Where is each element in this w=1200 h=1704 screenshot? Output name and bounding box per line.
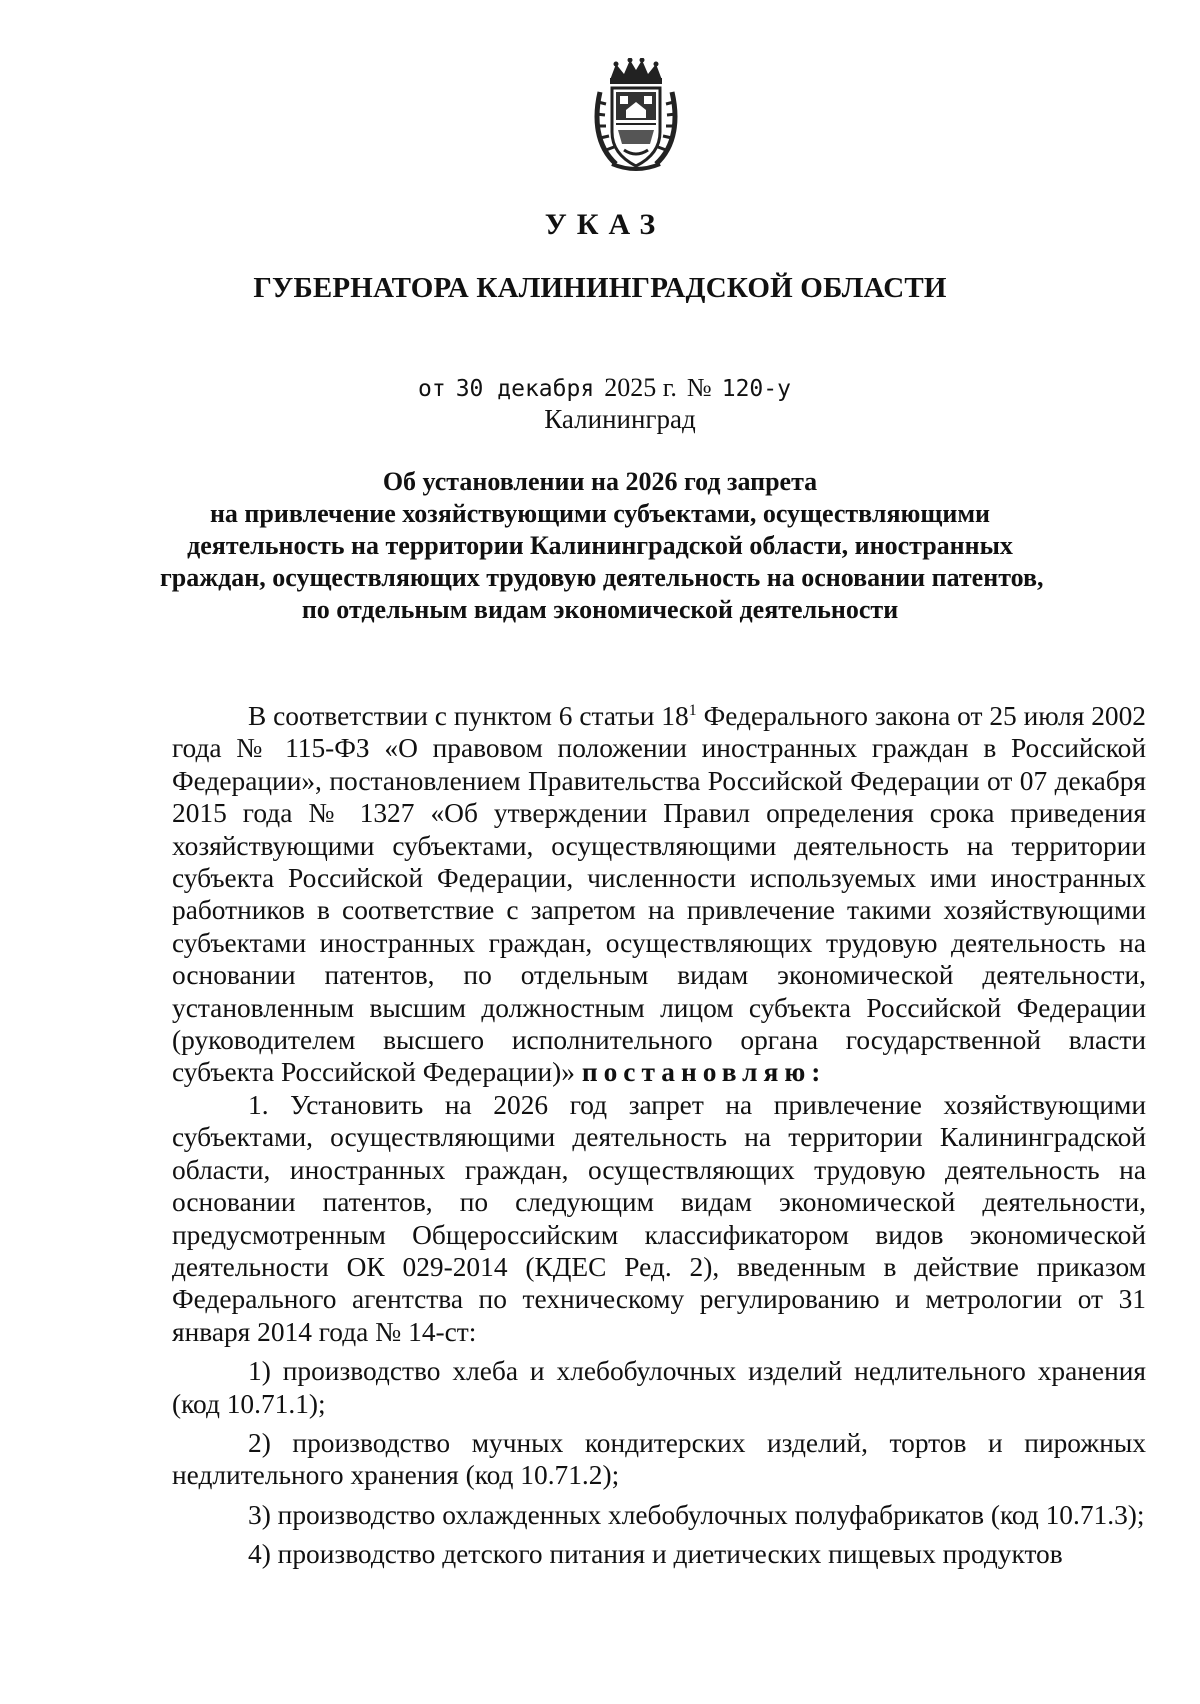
- coat-of-arms-icon: [590, 58, 682, 174]
- document-number: 120-у: [721, 376, 791, 402]
- number-sign: №: [686, 373, 712, 402]
- document-type: УКАЗ: [544, 208, 666, 241]
- list-item: 3) производство охлажденных хлебобулочных полуфабрикатов (код 10.71.3);: [248, 1499, 1145, 1530]
- list-item: 2) производство мучных кондитерских изделий, тортов и пирожных недлительного хранения (код 10.71.2);: [172, 1427, 1146, 1491]
- document-body: [172, 700, 1146, 1571]
- city: Калининград: [544, 404, 696, 434]
- date-prefix: от: [418, 376, 446, 402]
- title-line: деятельность на территории Калининградской области, иностранных: [187, 531, 1013, 560]
- paragraph-1: 1. Установить на 2026 год запрет на привлечение хозяйствующими субъектами, осуществляющими деятельность на территории Калининградской области, иностранных граждан, осуществляющих трудовую деятельность на основании патентов, по следующим видам экономической деятельности, предусмотренным Общероссийским классификатором видов экономической деятельности ОК 029-2014 (КДЕС Ред. 2), введенным в действие приказом Федерального агентства по техническому регулированию и метрологии от 31 января 2014 года № 14-ст:: [172, 1089, 1146, 1347]
- list-item: 1) производство хлеба и хлебобулочных изделий недлительного хранения (код 10.71.1);: [172, 1356, 1146, 1419]
- decree-word: постановляю:: [581, 1057, 827, 1088]
- preamble-text: В соответствии с пунктом 6 статьи 18: [248, 701, 689, 731]
- year: 2025 г.: [604, 373, 677, 402]
- preamble-text-cont: Федерального закона от 25 июля 2002 года № 115-ФЗ «О правовом положении иностранных граждан в Российской Федерации», постановлением Правительства Российской Федерации от 07 декабря 2015 года № 1327 «Об утверждении Правил определения срока приведения хозяйствующими субъектами, осуществляющими деятельность на территории субъекта Российской Федерации, численности используемых ими иностранных работников в соответствие с запретом на привлечение такими хозяйствующими субъектами иностранных граждан, осуществляющих трудовую деятельность на основании патентов, по отдельным видам экономической деятельности, установленным высшим должностным лицом субъекта Российской Федерации (руководителем высшего исполнительного органа государственной власти субъекта Российской Федерации)»: [172, 701, 1146, 1088]
- superscript: 1: [688, 701, 697, 719]
- handwritten-date: 30 декабря: [455, 376, 595, 402]
- title-line: Об установлении на 2026 год запрета: [382, 467, 818, 496]
- title-line: по отдельным видам экономической деятельности: [301, 595, 899, 624]
- list-item: 4) производство детского питания и диетических пищевых продуктов: [248, 1539, 1063, 1570]
- issuer-title: ГУБЕРНАТОРА КАЛИНИНГРАДСКОЙ ОБЛАСТИ: [253, 272, 947, 304]
- date-number-line: [418, 373, 791, 403]
- title-line: граждан, осуществляющих трудовую деятельность на основании патентов,: [160, 563, 1044, 592]
- title-line: на привлечение хозяйствующими субъектами, осуществляющими: [209, 499, 991, 528]
- document-title: [160, 466, 1044, 626]
- preamble-paragraph: [172, 700, 1146, 1089]
